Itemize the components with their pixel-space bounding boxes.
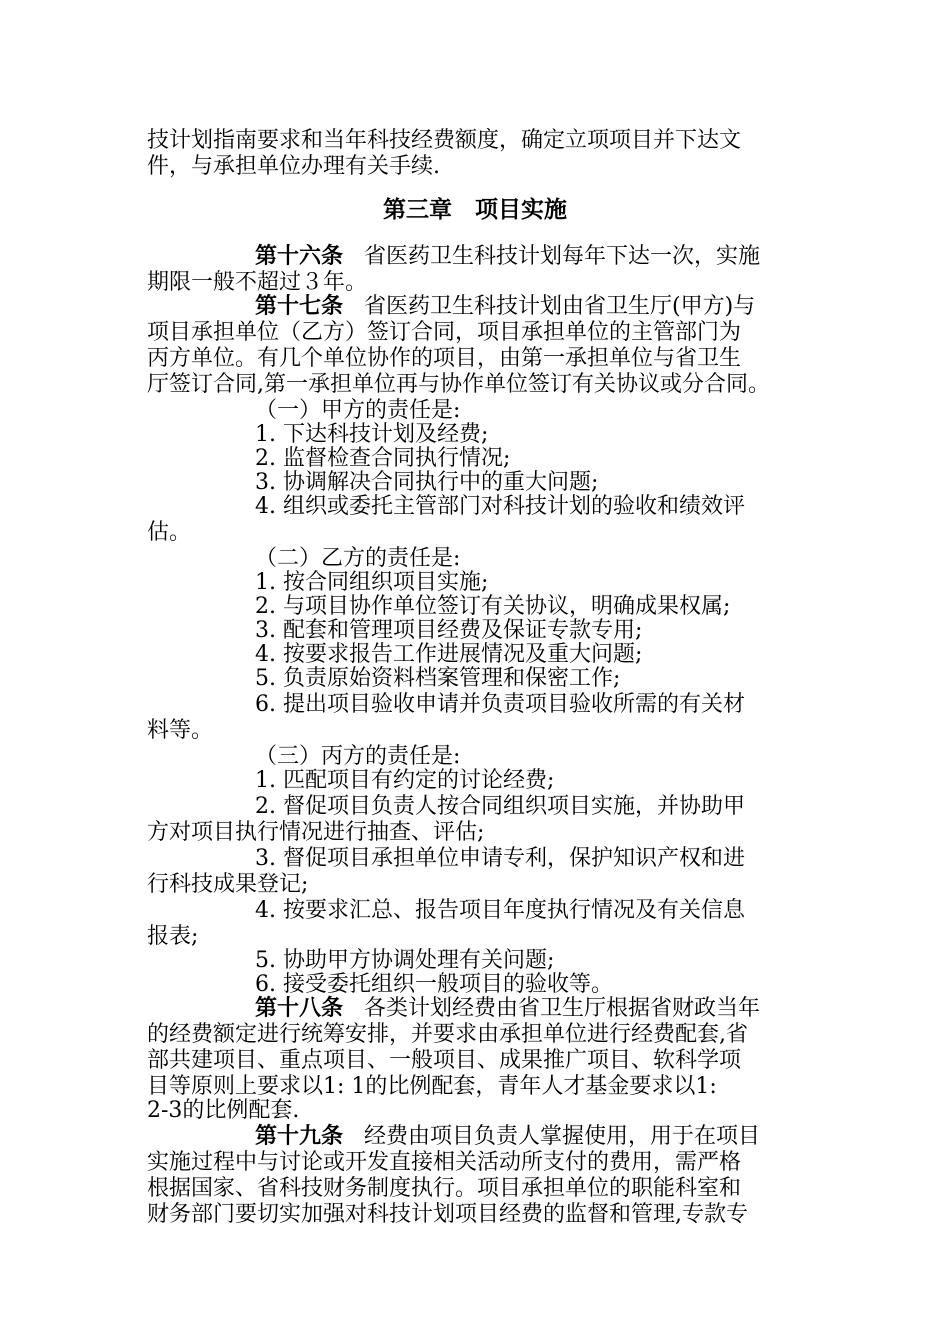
paragraph-line: 根据国家、省科技财务制度执行。项目承担单位的职能科室和	[147, 1176, 742, 1201]
article-18-heading: 第十八条	[255, 996, 344, 1021]
list-item: 4. 按要求报告工作进展情况及重大问题;	[255, 642, 643, 667]
paragraph-line: 丙方单位。有几个单位协作的项目，由第一承担单位与省卫生	[147, 346, 742, 371]
list-item: 2. 督促项目负责人按合同组织项目实施，并协助甲	[255, 794, 745, 819]
paragraph-line: 项目承担单位（乙方）签订合同，项目承担单位的主管部门为	[147, 320, 742, 345]
list-item: 3. 配套和管理项目经费及保证专款专用;	[255, 618, 643, 643]
list-item: 2. 与项目协作单位签订有关协议，明确成果权属;	[255, 594, 731, 619]
paragraph-line: 2-3的比例配套.	[147, 1098, 300, 1123]
paragraph-line: 目等原则上要求以1: 1的比例配套，青年人才基金要求以1:	[147, 1074, 717, 1099]
list-item: 2. 监督检查合同执行情况;	[255, 446, 511, 471]
list-item: 3. 督促项目承担单位申请专利，保护知识产权和进	[255, 846, 745, 871]
article-17-text: 省医药卫生科技计划由省卫生厅(甲方)与	[364, 294, 756, 319]
article-19-line	[255, 1124, 760, 1150]
section-heading: （二）乙方的责任是:	[255, 546, 461, 571]
list-item: 5. 负责原始资料档案管理和保密工作;	[255, 666, 621, 691]
paragraph-line: 行科技成果登记;	[147, 872, 309, 897]
paragraph-line: 方对项目执行情况进行抽查、评估;	[147, 820, 485, 845]
article-18-text: 各类计划经费由省卫生厅根据省财政当年	[364, 996, 761, 1021]
paragraph-line: 估。	[147, 520, 192, 545]
list-item: 4. 组织或委托主管部门对科技计划的验收和绩效评	[255, 494, 745, 519]
list-item: 1. 匹配项目有约定的讨论经费;	[255, 768, 555, 793]
article-17-heading: 第十七条	[255, 294, 344, 319]
section-heading: （三）丙方的责任是:	[255, 744, 461, 769]
article-19-heading: 第十九条	[255, 1124, 344, 1149]
list-item: 4. 按要求汇总、报告项目年度执行情况及有关信息	[255, 898, 745, 923]
list-item: 6. 提出项目验收申请并负责项目验收所需的有关材	[255, 692, 745, 717]
paragraph-line: 的经费额定进行统筹安排，并要求由承担单位进行经费配套,省	[147, 1022, 748, 1047]
paragraph-line: 实施过程中与讨论或开发直接相关活动所支付的费用，需严格	[147, 1150, 742, 1175]
paragraph-line: 报表;	[147, 924, 199, 949]
list-item: 6. 接受委托组织一般项目的验收等。	[255, 972, 613, 997]
paragraph-line: 财务部门要切实加强对科技计划项目经费的监督和管理,专款专	[147, 1202, 748, 1227]
chapter-title: 第三章 项目实施	[383, 196, 567, 223]
paragraph-line: 技计划指南要求和当年科技经费额度，确定立项项目并下达文	[147, 128, 742, 153]
paragraph-line: 料等。	[147, 718, 214, 743]
section-heading: （一）甲方的责任是:	[255, 398, 461, 423]
paragraph-line: 厅签订合同,第一承担单位再与协作单位签订有关协议或分合同。	[147, 372, 770, 397]
list-item: 3. 协调解决合同执行中的重大问题;	[255, 470, 599, 495]
article-16-heading: 第十六条	[255, 244, 344, 269]
article-17-line	[255, 294, 755, 320]
paragraph-line: 件，与承担单位办理有关手续.	[147, 154, 440, 179]
article-16-text: 省医药卫生科技计划每年下达一次，实施	[364, 244, 761, 269]
article-18-line	[255, 996, 760, 1022]
article-19-text: 经费由项目负责人掌握使用，用于在项目	[364, 1124, 761, 1149]
paragraph-line: 部共建项目、重点项目、一般项目、成果推广项目、软科学项	[147, 1048, 742, 1073]
list-item: 5. 协助甲方协调处理有关问题;	[255, 948, 555, 973]
list-item: 1. 按合同组织项目实施;	[255, 570, 489, 595]
paragraph-line: 期限一般不超过３年。	[147, 270, 368, 295]
list-item: 1. 下达科技计划及经费;	[255, 422, 489, 447]
article-16-line	[255, 244, 760, 270]
